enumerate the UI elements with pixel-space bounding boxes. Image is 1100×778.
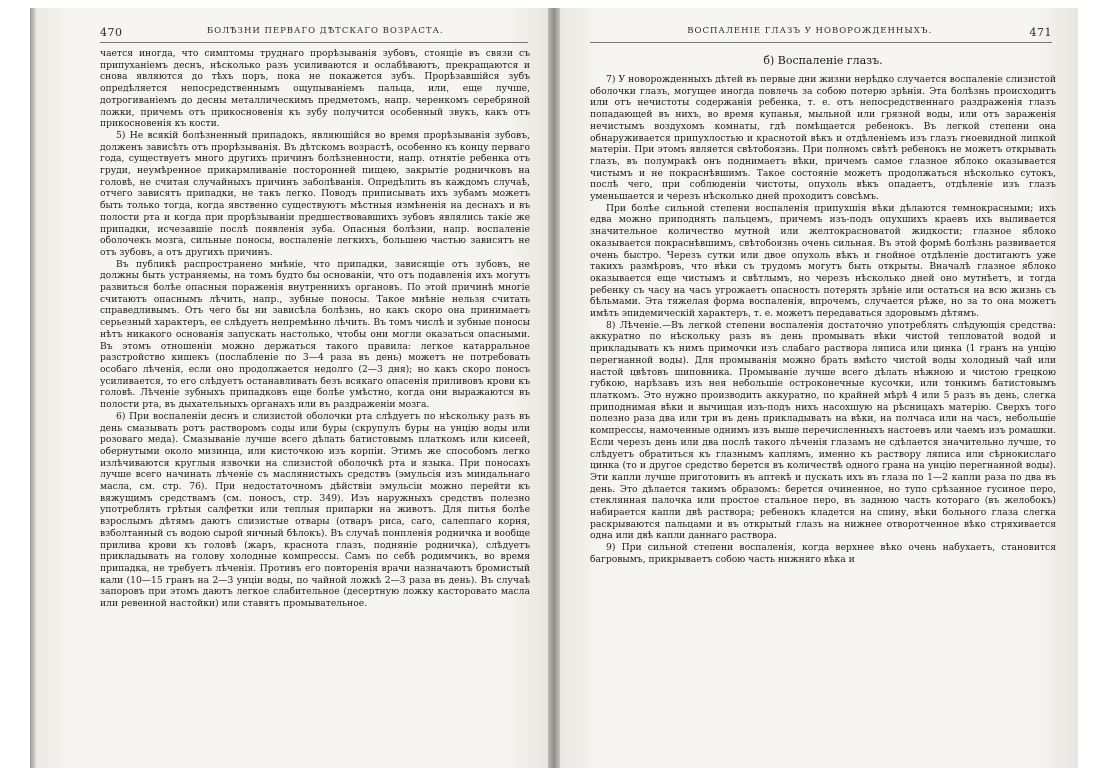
paragraph: 5) Не всякій болѣзненный припадокъ, являющійся во время прорѣзыванія зубовъ, долженъ зависѣть отъ прорѣзыванія. Въ дѣтскомъ возрастѣ, особенно къ концу перваго года, существуетъ много другихъ причинъ болѣзненности, напр. отнятіе ребенка отъ груди, неумѣренное прикармливаніе посторонней пищею, закрытіе родничковъ на головѣ, не считая случайныхъ причинъ заболѣванія. Опредѣлить въ каждомъ случаѣ, отчего зависятъ припадки, не такъ легко. Поводъ приписывать ихъ зубамъ можетъ быть только тогда, когда явственно существуютъ мѣстныя измѣненія на деснахъ и въ полости рта и когда при прорѣзываніи предшествовавшихъ зубовъ являлись такіе же припадки, исчезавшіе послѣ появленія зуба. Опасныя болѣзни, напр. воспаленіе оболочекъ мозга, сильные поносы, воспаленіе легкихъ, большею частью зависятъ не отъ зубовъ, а отъ другихъ причинъ. bbox=[100, 129, 530, 258]
page-number: 470 bbox=[100, 26, 123, 39]
book-spread bbox=[30, 8, 1078, 768]
paragraph: Въ публикѣ распространено мнѣніе, что припадки, зависящіе отъ зубовъ, не должны быть устраняемы, на томъ будто бы основаніи, что отъ подавленія ихъ могутъ развиться болѣе опасныя пораженія внутреннихъ органовъ. По этой причинѣ многіе считаютъ опаснымъ лѣчить, напр., зубные поносы. Такое мнѣніе нельзя считать справедливымъ. Отъ чего бы ни зависѣла болѣзнь, но какъ скоро она принимаетъ серьезный характеръ, ее слѣдуетъ непремѣнно лѣчить. Въ томъ числѣ и зубные поносы нѣтъ никакого основанія запускать настолько, чтобы они могли оказаться опасными. Въ этомъ отношеніи можно держаться такого правила: легкое катарральное разстройство кишекъ (послабленіе по 3—4 раза въ день) можетъ не потребовать особаго лѣченія, если оно продолжается недолго (2—3 дня); но какъ скоро поносъ усиливается, то его слѣдуетъ останавливать безъ всякаго опасенія приливовъ крови къ головѣ. Лѣченіе зубныхъ припадковъ еще болѣе умѣстно, когда они выражаются въ полости рта, въ дыхательныхъ органахъ или въ раздраженіи мозга. bbox=[100, 258, 530, 411]
paragraph: чается иногда, что симптомы труднаго прорѣзыванія зубовъ, стоящіе въ связи съ припуханіемъ деснъ, нѣсколько разъ усиливаются и ослабѣваютъ, прекращаются и снова являются до тѣхъ поръ, пока не покажется зубъ. Прорѣзавшійся зубъ опредѣляется непосредственнымъ ощупываніемъ пальца, или, еще лучше, дотрогиваніемъ до десны металлическимъ предметомъ, напр. черенкомъ серебряной ложки, причемъ отъ прикосновенія къ зубу получится особенный звукъ, какъ отъ прикосновенія къ кости. bbox=[100, 48, 530, 130]
left-page bbox=[30, 8, 548, 768]
page-edge-shadow bbox=[30, 8, 36, 768]
paragraph: 8) Лѣченіе.—Въ легкой степени воспаленія достаточно употреблять слѣдующія средства: аккуратно по нѣскольку разъ въ день промывать вѣки чистой тепловатой водой и прикладывать къ нимъ примочки изъ слабаго раствора ляписа или цинка (1 гранъ на унцію перегнанной воды). Для промыванія можно брать вмѣсто чистой воды холодный чай или настой цвѣтовъ шиповника. Промываніе лучше всего дѣлать нѣжною и чистою грецкою губкою, нарѣзавъ изъ нея небольшіе остроконечные кусочки, или тонкимъ батистовымъ платкомъ. Это нужно производить аккуратно, по крайней мѣрѣ 4 или 5 разъ въ день, слегка приподнимая вѣки и вычищая изъ-подъ нихъ насохшую на рѣсницахъ матерію. Сверхъ того полезно раза два или три въ день прикладывать на вѣки, на полчаса или на часъ, небольшіе компрессы, намоченные однимъ изъ выше перечисленныхъ настоевъ или чаемъ изъ ромашки. Если черезъ день или два послѣ такого лѣченія глазамъ не сдѣлается значительно лучше, то слѣдуетъ обратиться къ глазнымъ каплямъ, именно къ раствору ляписа или сѣрнокислаго цинка (то и другое средство берется въ количествѣ одного грана на унцію перегнанной воды). Эти капли лучше приготовить въ аптекѣ и пускать ихъ въ глаза по 1—2 капли раза по два въ день. Это дѣлается такимъ образомъ: берется очиненное, но тупо срѣзанное гусиное перо, стеклянная палочка или простое стальное перо, въ заднюю часть котораго (въ желобокъ) набирается капли двѣ раствора; ребенокъ кладется на спину, вѣки больного глаза слегка раскрываются пальцами и въ открытый глазъ на нижнее отворотченное вѣко стряхивается одна или двѣ капли даннаго раствора. bbox=[590, 319, 1056, 542]
running-head: ВОСПАЛЕНІЕ ГЛАЗЪ У НОВОРОЖДЕННЫХЪ. bbox=[687, 26, 933, 36]
paragraph: 6) При воспаленіи деснъ и слизистой оболочки рта слѣдуетъ по нѣскольку разъ въ день смазывать ротъ растворомъ соды или буры (скрупулъ буры на унцію воды или розоваго меда). Смазываніе лучше всего дѣлать батистовымъ платкомъ или кисеей, обернутыми около мизинца, или кисточкою изъ корпіи. Этимъ же способомъ легко излѣчиваются круглыя язвочки на слизистой оболочкѣ рта и языка. При поносахъ лучше всего начинать лѣченіе съ маслянистыхъ средствъ (эмульсія изъ миндальнаго масла, см. стр. 76). При недостаточномъ дѣйствіи эмульсіи можно перейти къ вяжущимъ средствамъ (см. поносъ, стр. 349). Изъ наружныхъ средствъ полезно употреблять грѣтыя салфетки или теплыя припарки на животъ. Для питья болѣе взрослымъ дѣтямъ даютъ слизистые отвары (отваръ риса, саго, салеппаго корня, взболтанный съ водою сырой яичный бѣлокъ). Въ случаѣ понпленія родничка и вообще прилива крови къ головѣ (жаръ, краснота глазъ, подняніе родничка), слѣдуетъ прикладывать на голову холодные компрессы. Самъ по себѣ родимчикъ, во время припадка, не требуетъ лѣченія. Противъ его повторенія врачи назначаютъ бромистый кали (10—15 гранъ на 2—3 унціи воды, по чайной ложкѣ 2—3 раза въ день). Въ случаѣ запоровъ при этомъ даютъ легкое слабительное (десертную ложку касторовато масла или ревенной настойки) или ставятъ промывательное. bbox=[100, 410, 530, 610]
book-gutter bbox=[548, 8, 560, 768]
right-page-header bbox=[590, 26, 1052, 43]
page-number: 471 bbox=[1029, 26, 1052, 39]
paragraph: 7) У новорожденныхъ дѣтей въ первые дни жизни нерѣдко случается воспаленіе слизистой оболочки глазъ, могущее иногда повлечь за собою потерю зрѣнія. Эта болѣзнь происходитъ или отъ нечистоты содержанія ребенка, т. е. отъ непосредственнаго раздраженія глазъ попадающей въ нихъ, во время купанья, мыльной или грязной воды, или отъ зараженія нечистымъ воздухомъ комнаты, гдѣ помѣщается ребенокъ. Въ легкой степени она обнаруживается припухлостью и краснотой вѣкъ и отдѣленіемъ изъ глазъ гноевидной липкой матеріи. При этомъ является свѣтобоязнь. При полномъ свѣтѣ ребенокъ не можетъ открывать глазъ, въ полумракѣ онъ поднимаетъ вѣки, причемъ самое глазное яблоко оказывается чистымъ и не покраснѣвшимъ. Такое состояніе можетъ продолжаться нѣсколько сутокъ, послѣ чего, при соблюденіи чистоты, опухоль вѣкъ опадаетъ, отдѣленіе изъ глазъ уменьшается и черезъ нѣсколько дней проходитъ совсѣмъ. bbox=[590, 74, 1056, 203]
paragraph: При болѣе сильной степени воспаленія припухшія вѣки дѣлаются темнокрасными; ихъ едва можно приподнять пальцемъ, причемъ изъ-подъ опухшихъ краевъ ихъ выливается значительное количество мутной или желтокрасноватой жидкости; глазное яблоко оказывается покраснѣвшимъ, свѣтобоязнь очень сильная. Въ этой формѣ болѣзнь развивается очень быстро. Черезъ сутки или двое опухоль вѣкъ и гнойное отдѣленіе достигаютъ уже такихъ размѣровъ, что вѣки съ трудомъ могутъ быть открыты. Вначалѣ глазное яблоко оказывается еще чистымъ и свѣтлымъ, но черезъ нѣсколько дней оно мутнѣетъ, и тогда ребенку съ часу на часъ угрожаетъ опасность потерять зрѣніе или остаться на всю жизнь съ бѣльмами. Эта тяжелая форма воспаленія, впрочемъ, случается рѣже, но за то она можетъ имѣть эпидемическій характеръ, т. е. можетъ передаваться здоровымъ дѣтямъ. bbox=[590, 202, 1056, 320]
running-head: БОЛѢЗНИ ПЕРВАГО ДѢТСКАГО ВОЗРАСТА. bbox=[206, 26, 444, 36]
left-page-header bbox=[100, 26, 528, 43]
section-subtitle: б) Воспаленіе глазъ. bbox=[763, 54, 883, 67]
right-page bbox=[560, 8, 1078, 768]
right-page-body bbox=[590, 74, 1056, 758]
paragraph: 9) При сильной степени воспаленія, когда верхнее вѣко очень набухаетъ, становится багровымъ, прикрываетъ собою часть нижняго вѣка и bbox=[590, 542, 1056, 565]
left-page-body bbox=[100, 48, 530, 758]
